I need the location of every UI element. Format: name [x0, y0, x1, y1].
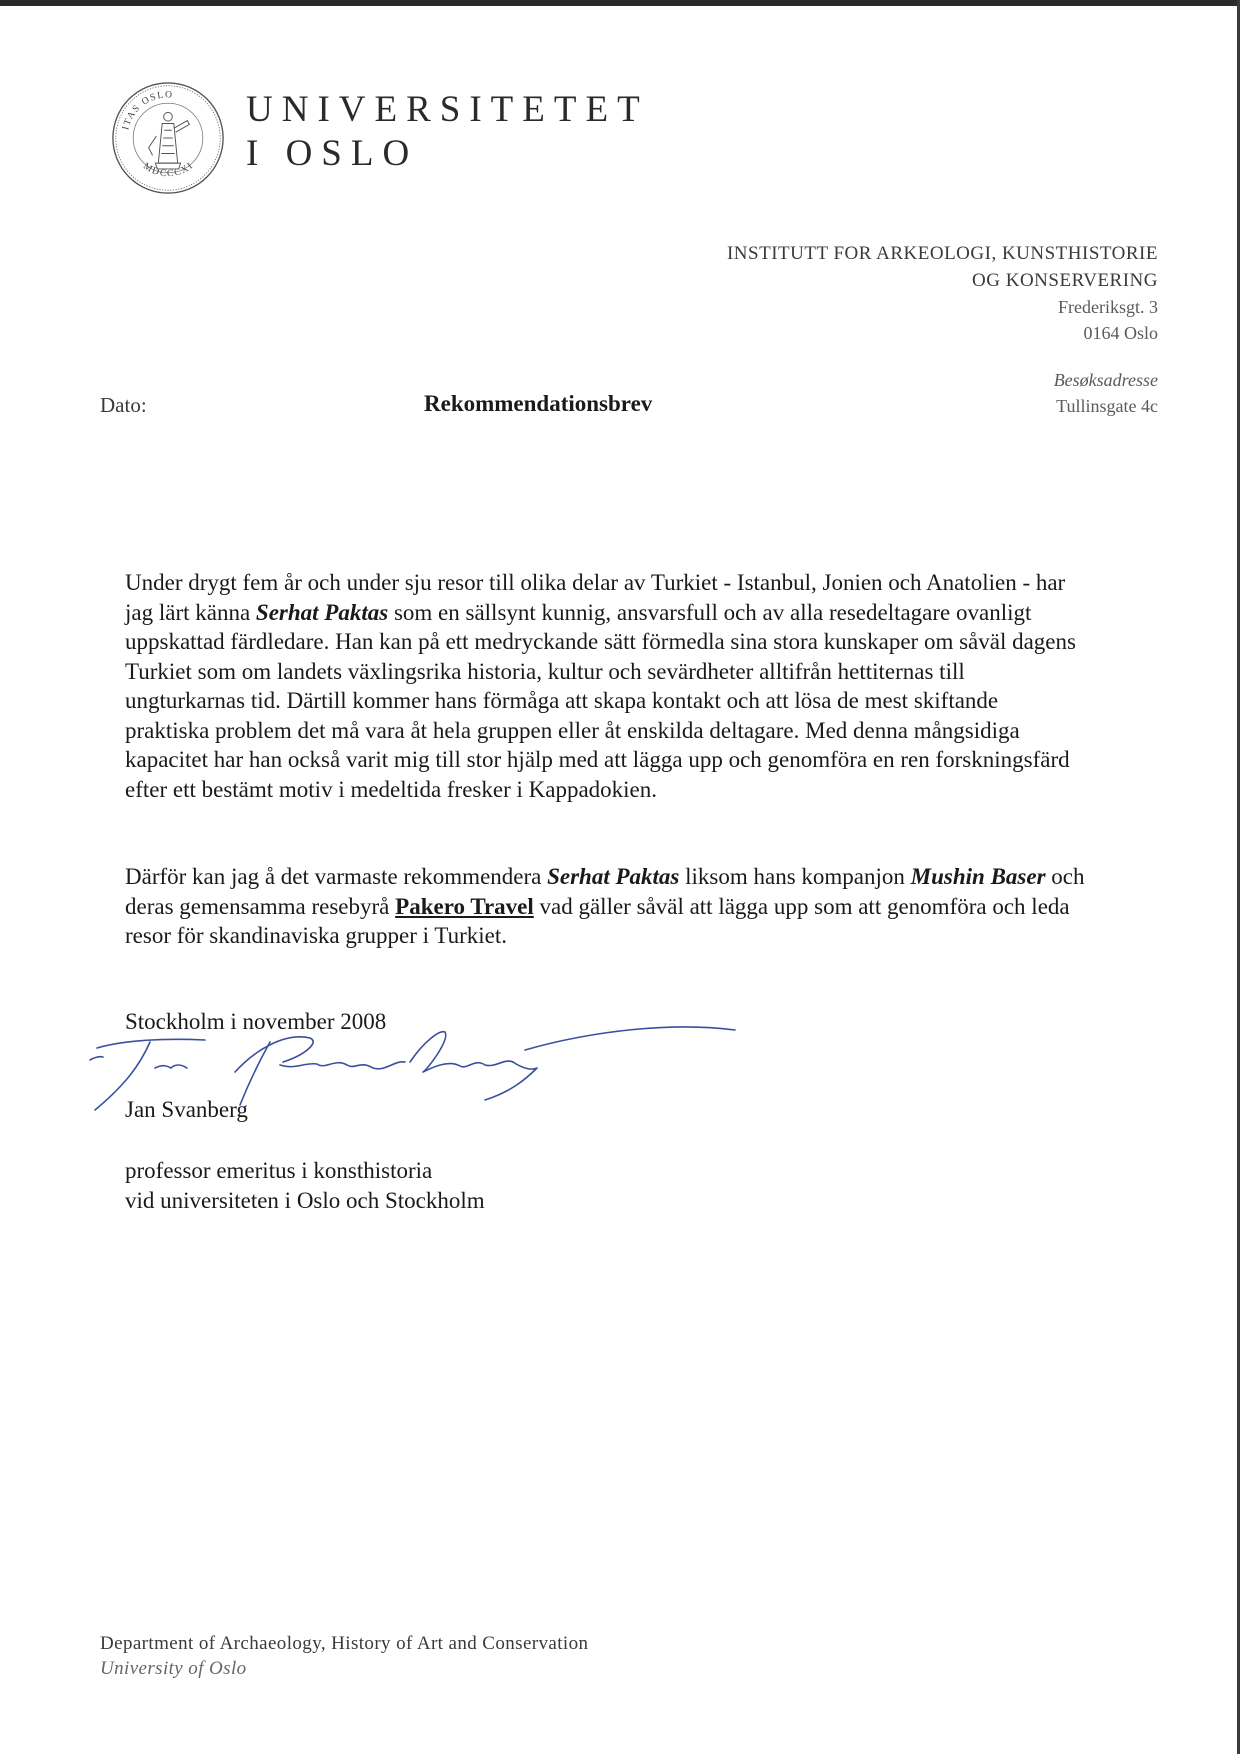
- paragraph-2-text-c: och deras gemensamma resebyrå: [125, 864, 1085, 919]
- seal-inscription-top: ITAS OSLO: [120, 89, 174, 132]
- signer-name: Jan Svanberg: [125, 1097, 248, 1122]
- guide-name: Serhat Paktas: [255, 599, 389, 625]
- visit-address-street: Tullinsgate 4c: [1056, 396, 1158, 416]
- visit-address-label: Besøksadresse: [1053, 370, 1158, 390]
- signer-title-line2: vid universiteten i Oslo och Stockholm: [125, 1188, 485, 1213]
- scan-top-edge: [0, 0, 1240, 6]
- university-name-line1: UNIVERSITETET: [246, 89, 649, 130]
- place-and-date: Stockholm i november 2008: [125, 1009, 387, 1034]
- partner-name: Mushin Baser: [910, 864, 1046, 889]
- letterhead-footer: [100, 1631, 588, 1681]
- signer-title-line1: professor emeritus i konsthistoria: [125, 1158, 433, 1183]
- institute-name-line2: OG KONSERVERING: [972, 270, 1158, 291]
- guide-name-2: Serhat Paktas: [547, 864, 680, 889]
- footer-department: Department of Archaeology, History of Art and Conservation: [100, 1633, 589, 1654]
- date-label: Dato:: [100, 393, 147, 417]
- seal-inscription-bottom: MDCCCXI: [141, 160, 196, 180]
- visit-address: [1054, 367, 1158, 419]
- institute-postal: 0164 Oslo: [1083, 323, 1158, 343]
- letter-subject: Rekommendationsbrev: [424, 391, 653, 416]
- paragraph-1: [125, 568, 1085, 804]
- paragraph-1-text-a: Under drygt fem år och under sju resor till olika delar av Turkiet - Istanbul, Jonien och Anatolien - har jag lärt känna: [125, 570, 1066, 625]
- paragraph-2-text-b: liksom hans kompanjon: [679, 864, 911, 889]
- footer-university: University of Oslo: [100, 1658, 247, 1679]
- university-name: [246, 88, 649, 176]
- paragraph-1-text-b: som en sällsynt kunnig, ansvarsfull och av alla resedeltagare ovanligt uppskattad färdledare. Han kan på ett medryckande sätt förmedla sina stora kunskaper om såväl dagens Turkiet som om landets växlingsrika historia, kultur och sevärdheter alltifrån hettiternas till ungturkarnas tid. Därtill kommer hans förmåga att skapa kontakt och att lösa de mest skiftande praktiska problem det må vara åt hela gruppen eller åt enskilda deltagare. Med denna mångsidiga kapacitet har han också varit mig till stor hjälp med att lägga upp och genomföra en ren forskningsfärd efter ett bestämt motiv i medeltida fresker i Kappadokien.: [125, 599, 1076, 802]
- signer-title: [125, 1156, 485, 1216]
- paragraph-2-text-a: Därför kan jag å det varmaste rekommendera: [125, 864, 548, 889]
- agency-name: Pakero Travel: [395, 893, 534, 919]
- paragraph-2-text-d: vad gäller såväl att lägga upp som att genomföra och leda resor för skandinaviska grupper i Turkiet.: [125, 893, 1070, 948]
- institute-name-line1: INSTITUTT FOR ARKEOLOGI, KUNSTHISTORIE: [726, 243, 1158, 264]
- institute-street: Frederiksgt. 3: [1058, 297, 1158, 317]
- university-seal-icon: [110, 80, 226, 196]
- university-name-line2: I OSLO: [246, 133, 419, 174]
- institute-block: [727, 240, 1158, 346]
- paragraph-2: [125, 862, 1085, 951]
